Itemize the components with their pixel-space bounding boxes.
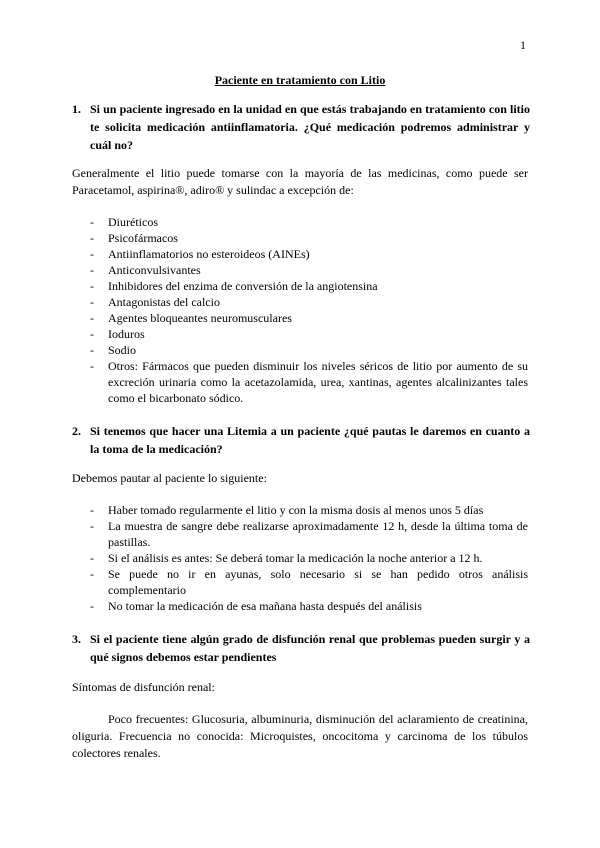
question-3 [72, 630, 530, 666]
question-1-list [72, 214, 528, 406]
question-3-text: Si el paciente tiene algún grado de disfunción renal que problemas pueden surgir y a qué signos debemos estar pendientes [90, 632, 530, 664]
list-item: - Anticonvulsivantes [72, 262, 528, 278]
question-2-intro: Debemos pautar al paciente lo siguiente: [72, 471, 267, 485]
list-item: - No tomar la medicación de esa mañana hasta después del análisis [72, 598, 528, 614]
list-item: - Diuréticos [72, 214, 528, 230]
question-1 [72, 100, 530, 154]
question-2-number: 2. [72, 424, 81, 438]
question-3-intro: Síntomas de disfunción renal: [72, 680, 215, 694]
list-item: - Ioduros [72, 326, 528, 342]
list-item: - Psicofármacos [72, 230, 528, 246]
list-item: - Haber tomado regularmente el litio y con la misma dosis al menos unos 5 días [72, 502, 528, 518]
list-item: - Otros: Fármacos que pueden disminuir los niveles séricos de litio por aumento de su excreción urinaria como la acetazolamida, urea, xantinas, agentes alcalinizantes tales como el bicarbonato sódico. [72, 358, 528, 406]
list-item: - Se puede no ir en ayunas, solo necesario si se han pedido otros análisis complementario [72, 566, 528, 598]
list-item: - Agentes bloqueantes neuromusculares [72, 310, 528, 326]
question-2-list [72, 502, 528, 614]
document-title: Paciente en tratamiento con Litio [214, 73, 386, 87]
question-2 [72, 422, 530, 458]
question-3-number: 3. [72, 632, 81, 646]
question-1-text: Si un paciente ingresado en la unidad en que estás trabajando en tratamiento con litio te solicita medicación antiinflamatoria. ¿Qué medicación podremos administrar y cuál no? [90, 102, 530, 152]
list-item: - Antiinflamatorios no esteroideos (AINEs) [72, 246, 528, 262]
question-3-paragraph: Poco frecuentes: Glucosuria, albuminuria, disminución del aclaramiento de creatinina, oliguria. Frecuencia no conocida: Microquistes, oncocitoma y carcinoma de los túbulos colectores renales. [72, 712, 528, 760]
question-2-text: Si tenemos que hacer una Litemia a un paciente ¿qué pautas le daremos en cuanto a la toma de la medicación? [90, 424, 530, 456]
question-1-number: 1. [72, 102, 81, 116]
question-1-intro: Generalmente el litio puede tomarse con la mayoría de las medicinas, como puede ser Paracetamol, aspirina®, adiro® y sulindac a excepción de: [72, 166, 528, 197]
list-item: - Inhibidores del enzima de conversión de la angiotensina [72, 278, 528, 294]
list-item: - Sodio [72, 342, 528, 358]
list-item: - La muestra de sangre debe realizarse aproximadamente 12 h, desde la última toma de pastillas. [72, 518, 528, 550]
page-number: 1 [520, 38, 526, 52]
list-item: - Si el análisis es antes: Se deberá tomar la medicación la noche anterior a 12 h. [72, 550, 528, 566]
list-item: - Antagonistas del calcio [72, 294, 528, 310]
